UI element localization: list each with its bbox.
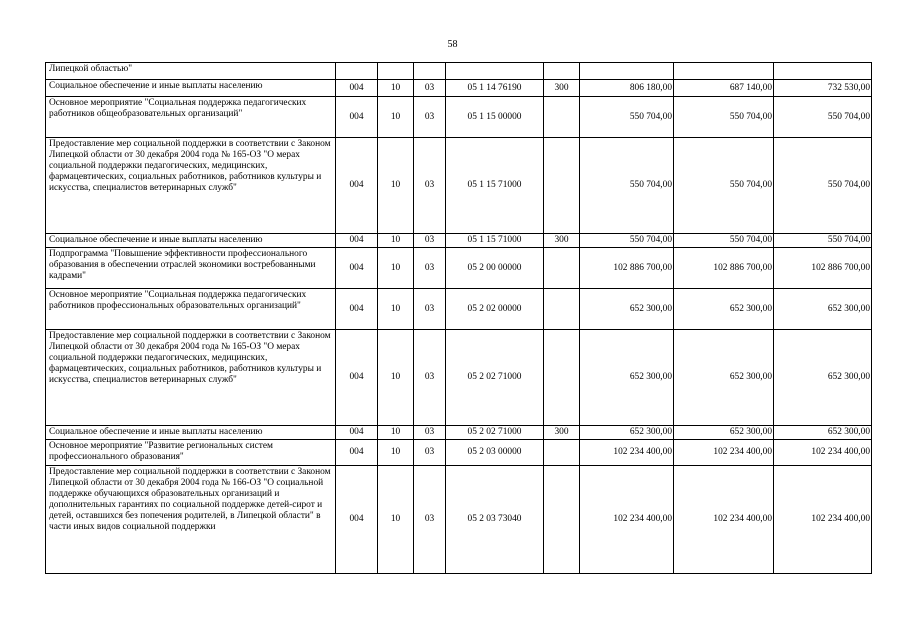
cell-target-article: 05 1 15 00000 xyxy=(446,97,544,138)
cell-section: 10 xyxy=(378,330,414,426)
cell-ministry-code: 004 xyxy=(336,234,378,248)
cell-name: Основное мероприятие "Развитие региональных систем профессионального образования" xyxy=(46,440,336,466)
cell-ministry-code: 004 xyxy=(336,426,378,440)
cell-expense-type xyxy=(544,138,580,234)
cell-ministry-code: 004 xyxy=(336,138,378,234)
cell-expense-type xyxy=(544,330,580,426)
budget-table xyxy=(45,62,872,574)
cell-amount-year-3: 102 886 700,00 xyxy=(774,248,872,289)
cell-name: Социальное обеспечение и иные выплаты населению xyxy=(46,80,336,97)
cell-subsection: 03 xyxy=(414,248,446,289)
cell-amount-year-2: 102 234 400,00 xyxy=(674,466,774,574)
cell-target-article: 05 1 14 76190 xyxy=(446,80,544,97)
cell-amount-year-2: 550 704,00 xyxy=(674,234,774,248)
cell-section: 10 xyxy=(378,80,414,97)
cell-ministry-code: 004 xyxy=(336,80,378,97)
cell-subsection: 03 xyxy=(414,97,446,138)
cell-amount-year-2: 652 300,00 xyxy=(674,426,774,440)
cell-expense-type xyxy=(544,289,580,330)
cell-amount-year-3: 550 704,00 xyxy=(774,234,872,248)
cell-amount-year-3: 550 704,00 xyxy=(774,138,872,234)
cell-target-article: 05 2 00 00000 xyxy=(446,248,544,289)
cell-section: 10 xyxy=(378,138,414,234)
cell-amount-year-1: 102 886 700,00 xyxy=(580,248,674,289)
table-row xyxy=(46,80,872,97)
cell-amount-year-2: 102 234 400,00 xyxy=(674,440,774,466)
table-row xyxy=(46,97,872,138)
cell-name: Подпрограмма "Повышение эффективности профессионального образования в обеспечении отраслей экономики востребованными кадрами" xyxy=(46,248,336,289)
cell-amount-year-2: 550 704,00 xyxy=(674,97,774,138)
cell-amount-year-1: 652 300,00 xyxy=(580,330,674,426)
cell-amount-year-2 xyxy=(674,63,774,80)
cell-target-article: 05 2 03 00000 xyxy=(446,440,544,466)
cell-name: Социальное обеспечение и иные выплаты населению xyxy=(46,234,336,248)
cell-amount-year-1: 550 704,00 xyxy=(580,97,674,138)
cell-amount-year-1: 652 300,00 xyxy=(580,289,674,330)
cell-amount-year-3: 102 234 400,00 xyxy=(774,466,872,574)
table-row xyxy=(46,138,872,234)
cell-amount-year-1: 550 704,00 xyxy=(580,138,674,234)
table-row xyxy=(46,466,872,574)
cell-name: Основное мероприятие "Социальная поддержка педагогических работников общеобразовательных организаций" xyxy=(46,97,336,138)
cell-target-article: 05 2 03 73040 xyxy=(446,466,544,574)
cell-amount-year-1: 806 180,00 xyxy=(580,80,674,97)
cell-expense-type xyxy=(544,63,580,80)
cell-subsection: 03 xyxy=(414,80,446,97)
cell-target-article: 05 1 15 71000 xyxy=(446,234,544,248)
cell-expense-type xyxy=(544,97,580,138)
cell-amount-year-2: 652 300,00 xyxy=(674,289,774,330)
cell-subsection xyxy=(414,63,446,80)
cell-section: 10 xyxy=(378,97,414,138)
cell-ministry-code: 004 xyxy=(336,97,378,138)
cell-expense-type: 300 xyxy=(544,426,580,440)
cell-target-article: 05 2 02 00000 xyxy=(446,289,544,330)
cell-name: Социальное обеспечение и иные выплаты населению xyxy=(46,426,336,440)
cell-amount-year-3: 652 300,00 xyxy=(774,330,872,426)
cell-subsection: 03 xyxy=(414,289,446,330)
cell-name: Предоставление мер социальной поддержки в соответствии с Законом Липецкой области от 30 декабря 2004 года № 165-ОЗ "О мерах социальной поддержки педагогических, медицинских, фармацевтических, социальных работников, работников культуры и искусства, специалистов ветеринарных служб" xyxy=(46,330,336,426)
cell-subsection: 03 xyxy=(414,330,446,426)
cell-amount-year-3: 550 704,00 xyxy=(774,97,872,138)
cell-expense-type: 300 xyxy=(544,80,580,97)
cell-name: Предоставление мер социальной поддержки в соответствии с Законом Липецкой области от 30 декабря 2004 года № 166-ОЗ "О социальной поддержке обучающихся образовательных организаций и дополнительных гарантиях по социальной поддержке детей-сирот и детей, оставшихся без попечения родителей, в Липецкой области" в части иных видов социальной поддержки xyxy=(46,466,336,574)
cell-amount-year-3: 652 300,00 xyxy=(774,289,872,330)
table-body xyxy=(46,63,872,574)
cell-target-article xyxy=(446,63,544,80)
cell-ministry-code: 004 xyxy=(336,466,378,574)
cell-amount-year-2: 102 886 700,00 xyxy=(674,248,774,289)
cell-amount-year-1 xyxy=(580,63,674,80)
cell-target-article: 05 2 02 71000 xyxy=(446,426,544,440)
table-row xyxy=(46,289,872,330)
cell-section: 10 xyxy=(378,466,414,574)
cell-amount-year-3 xyxy=(774,63,872,80)
cell-ministry-code: 004 xyxy=(336,440,378,466)
cell-name: Основное мероприятие "Социальная поддержка педагогических работников профессиональных образовательных организаций" xyxy=(46,289,336,330)
cell-expense-type xyxy=(544,440,580,466)
cell-subsection: 03 xyxy=(414,440,446,466)
cell-expense-type xyxy=(544,466,580,574)
cell-amount-year-1: 652 300,00 xyxy=(580,426,674,440)
cell-ministry-code: 004 xyxy=(336,289,378,330)
cell-amount-year-1: 102 234 400,00 xyxy=(580,440,674,466)
cell-section: 10 xyxy=(378,234,414,248)
cell-subsection: 03 xyxy=(414,426,446,440)
cell-section: 10 xyxy=(378,248,414,289)
table-row xyxy=(46,63,872,80)
cell-target-article: 05 2 02 71000 xyxy=(446,330,544,426)
cell-amount-year-1: 550 704,00 xyxy=(580,234,674,248)
cell-amount-year-3: 732 530,00 xyxy=(774,80,872,97)
table-row xyxy=(46,248,872,289)
cell-subsection: 03 xyxy=(414,234,446,248)
cell-section: 10 xyxy=(378,440,414,466)
cell-amount-year-3: 102 234 400,00 xyxy=(774,440,872,466)
cell-name: Предоставление мер социальной поддержки в соответствии с Законом Липецкой области от 30 декабря 2004 года № 165-ОЗ "О мерах социальной поддержки педагогических, медицинских, фармацевтических, социальных работников, работников культуры и искусства, специалистов ветеринарных служб" xyxy=(46,138,336,234)
page-number: 58 xyxy=(447,39,458,50)
cell-target-article: 05 1 15 71000 xyxy=(446,138,544,234)
cell-expense-type xyxy=(544,248,580,289)
cell-name: Липецкой областью" xyxy=(46,63,336,80)
cell-amount-year-3: 652 300,00 xyxy=(774,426,872,440)
cell-amount-year-2: 687 140,00 xyxy=(674,80,774,97)
cell-ministry-code: 004 xyxy=(336,248,378,289)
cell-amount-year-1: 102 234 400,00 xyxy=(580,466,674,574)
cell-expense-type: 300 xyxy=(544,234,580,248)
cell-subsection: 03 xyxy=(414,466,446,574)
cell-subsection: 03 xyxy=(414,138,446,234)
table-row xyxy=(46,440,872,466)
cell-amount-year-2: 652 300,00 xyxy=(674,330,774,426)
cell-amount-year-2: 550 704,00 xyxy=(674,138,774,234)
cell-section xyxy=(378,63,414,80)
cell-ministry-code: 004 xyxy=(336,330,378,426)
cell-ministry-code xyxy=(336,63,378,80)
table-row xyxy=(46,330,872,426)
cell-section: 10 xyxy=(378,426,414,440)
table-row xyxy=(46,426,872,440)
table-row xyxy=(46,234,872,248)
cell-section: 10 xyxy=(378,289,414,330)
